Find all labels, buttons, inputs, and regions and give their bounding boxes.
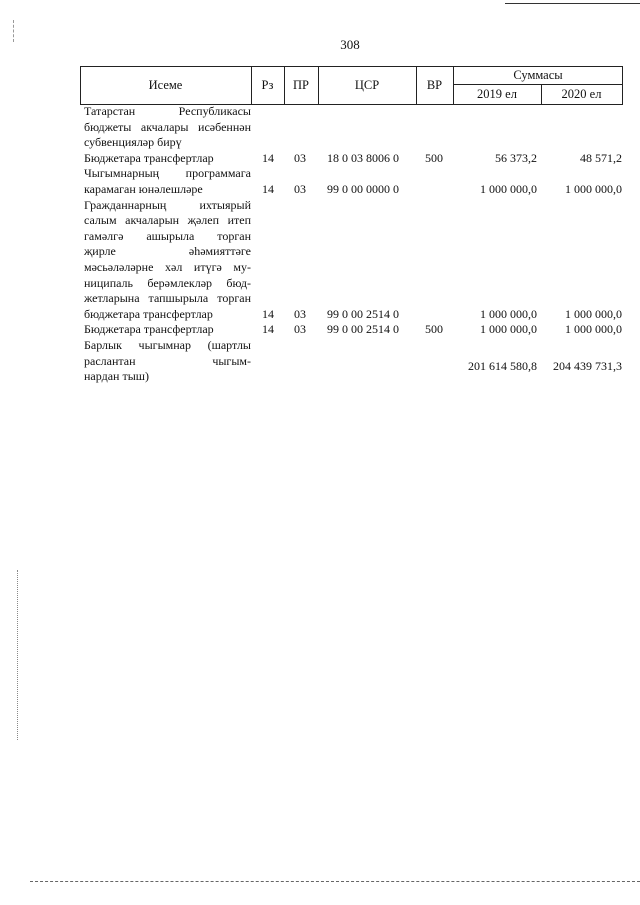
- row-2020: 1 000 000,0: [565, 306, 622, 321]
- top-rule: [505, 3, 640, 4]
- total-2019: 201 614 580,8: [468, 359, 537, 374]
- row-csr: 99 0 00 2514 0: [327, 322, 399, 337]
- scan-artifact: [17, 570, 18, 740]
- bottom-rule: [30, 881, 640, 882]
- total-2020: 204 439 731,3: [553, 359, 622, 374]
- header-2020: 2020 ел: [561, 87, 602, 101]
- row-pr: 03: [294, 322, 306, 337]
- row-vr: 500: [425, 322, 443, 337]
- row-name: Татарстан Республикасы бюджеты акчалары исәбеннән субвенцияләр бирү: [84, 104, 251, 150]
- row-2020: 1 000 000,0: [565, 322, 622, 337]
- row-name: Чыгымнарның программага карамаган юнәлешләре: [84, 166, 251, 196]
- page-number: 308: [340, 37, 360, 52]
- header-name: Исеме: [148, 78, 183, 92]
- header-pr: ПР: [293, 78, 309, 92]
- row-pr: 03: [294, 306, 306, 321]
- row-vr: 500: [425, 150, 443, 165]
- row-rz: 14: [262, 322, 274, 337]
- header-vr: ВР: [426, 78, 443, 92]
- row-pr: 03: [294, 181, 306, 196]
- row-name: Барлык чыгымнар (шартлы раслантан чыгым- нардан тыш): [84, 338, 251, 384]
- row-name: Бюджетара трансфертлар: [84, 322, 214, 337]
- row-2020: 48 571,2: [580, 150, 622, 165]
- header-sums: Суммасы: [513, 68, 563, 82]
- row-2019: 1 000 000,0: [480, 306, 537, 321]
- row-rz: 14: [262, 150, 274, 165]
- row-rz: 14: [262, 181, 274, 196]
- row-csr: 18 0 03 8006 0: [327, 150, 399, 165]
- header-2019: 2019 ел: [477, 87, 517, 101]
- header-csr: ЦСР: [354, 78, 380, 92]
- row-2020: 1 000 000,0: [565, 181, 622, 196]
- row-name: Гражданнарның ихтыярый салым акчаларын җәлеп итеп гамәлгә ашырыла торган җирле әһәмияттәге мәсьәләләрне хәл итүгә му- ниципаль берәмлекләр бюд- жетларына тапшырыла торган бюджетара трансфертлар: [84, 197, 251, 321]
- row-name: Бюджетара трансфертлар: [84, 150, 214, 165]
- row-csr: 99 0 00 2514 0: [327, 306, 399, 321]
- row-2019: 1 000 000,0: [480, 322, 537, 337]
- row-csr: 99 0 00 0000 0: [327, 181, 399, 196]
- row-rz: 14: [262, 306, 274, 321]
- row-2019: 1 000 000,0: [480, 181, 537, 196]
- row-2019: 56 373,2: [495, 150, 537, 165]
- row-pr: 03: [294, 150, 306, 165]
- header-rz: Рз: [261, 78, 274, 92]
- table-header: [80, 66, 623, 105]
